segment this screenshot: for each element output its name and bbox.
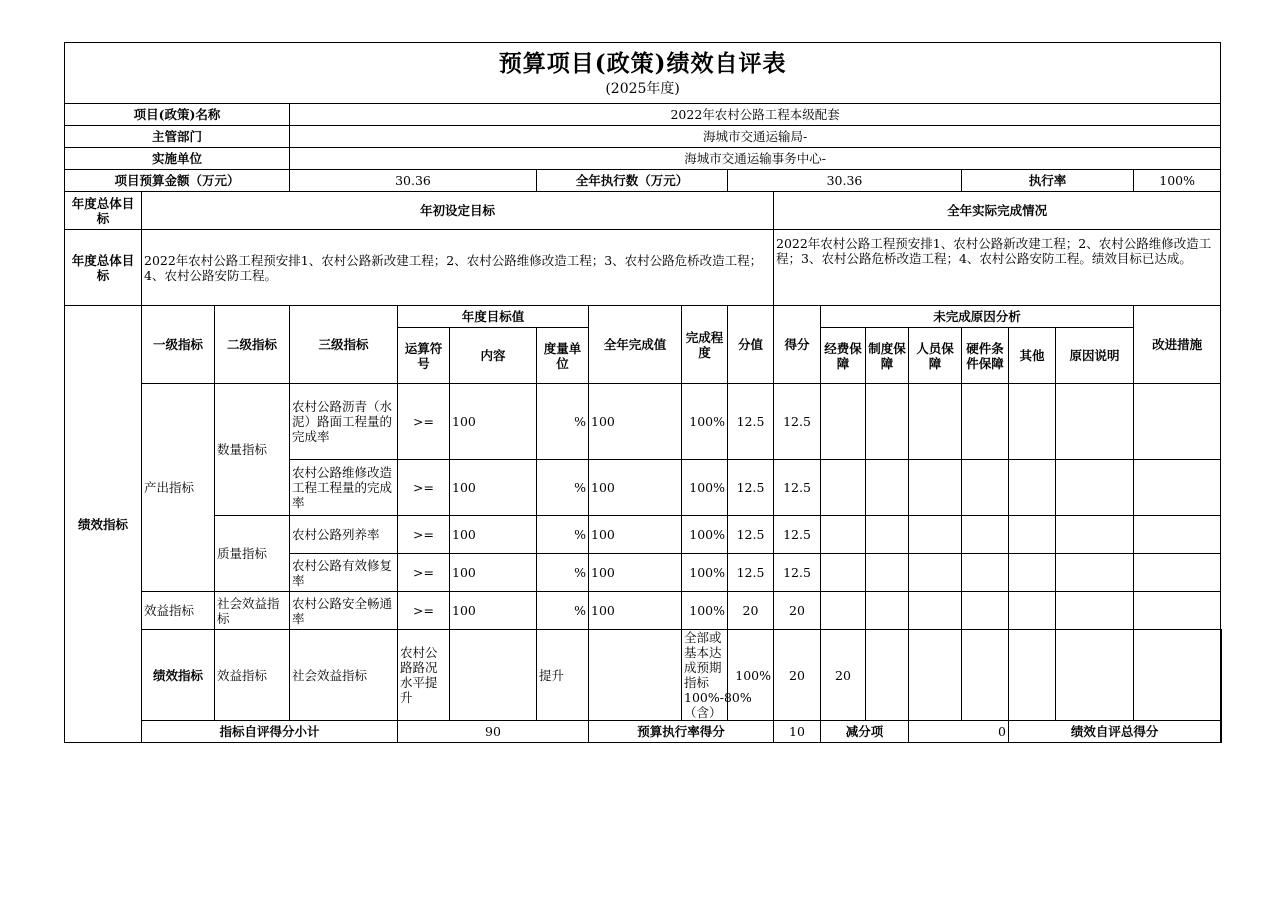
empty-cell bbox=[1134, 384, 1221, 460]
empty-cell bbox=[821, 460, 866, 516]
indicator-op: >= bbox=[398, 554, 450, 592]
header-funding: 经费保障 bbox=[821, 328, 866, 384]
empty-cell bbox=[1134, 592, 1221, 630]
indicator-degree: 100% bbox=[682, 592, 728, 630]
empty-cell bbox=[1056, 516, 1134, 554]
indicator-unit: % bbox=[537, 460, 589, 516]
exec-value: 30.36 bbox=[728, 170, 962, 192]
empty-cell bbox=[1134, 516, 1221, 554]
indicator-op: >= bbox=[398, 592, 450, 630]
empty-cell bbox=[1221, 630, 1222, 721]
indicator-actual: 100 bbox=[589, 460, 682, 516]
indicator-actual: 全部或基本达成预期指标100%-80%（含） bbox=[682, 630, 728, 721]
empty-cell bbox=[962, 554, 1009, 592]
actual-goals-header: 全年实际完成情况 bbox=[774, 192, 1221, 230]
indicator-name: 农村公路有效修复率 bbox=[290, 554, 398, 592]
indicator-content: 100 bbox=[450, 460, 537, 516]
budget-label: 项目预算金额（万元） bbox=[65, 170, 290, 192]
empty-cell bbox=[909, 384, 962, 460]
indicator-unit bbox=[589, 630, 682, 721]
empty-cell bbox=[866, 592, 909, 630]
indicator-unit: % bbox=[537, 592, 589, 630]
indicator-name: 农村公路列养率 bbox=[290, 516, 398, 554]
empty-cell bbox=[1009, 384, 1056, 460]
deduct-label: 减分项 bbox=[821, 721, 909, 743]
indicator-got: 12.5 bbox=[774, 516, 821, 554]
indicator-got: 20 bbox=[821, 630, 866, 721]
indicator-degree: 100% bbox=[682, 384, 728, 460]
title-cell bbox=[65, 43, 1221, 104]
empty-cell bbox=[1134, 460, 1221, 516]
year-label: (2025年度) bbox=[605, 81, 680, 97]
header-reason-group: 未完成原因分析 bbox=[821, 306, 1134, 328]
indicator-op bbox=[450, 630, 537, 721]
header-level2: 二级指标 bbox=[215, 306, 290, 384]
indicator-name: 农村公路安全畅通率 bbox=[290, 592, 398, 630]
indicator-actual: 100 bbox=[589, 516, 682, 554]
group-social-2: 社会效益指标 bbox=[290, 630, 398, 721]
header-degree: 完成程度 bbox=[682, 306, 728, 384]
group-output: 产出指标 bbox=[142, 384, 215, 592]
initial-goals-text: 2022年农村公路工程预安排1、农村公路新改建工程；2、农村公路维修改造工程；3、农村公路危桥改造工程；4、农村公路安防工程。 bbox=[142, 230, 774, 306]
empty-cell bbox=[821, 592, 866, 630]
empty-cell bbox=[1009, 630, 1056, 721]
project-name-label: 项目(政策)名称 bbox=[65, 104, 290, 126]
header-system: 制度保障 bbox=[866, 328, 909, 384]
subtotal-label: 指标自评得分小计 bbox=[142, 721, 398, 743]
indicator-unit: % bbox=[537, 516, 589, 554]
empty-cell bbox=[962, 516, 1009, 554]
empty-cell bbox=[1134, 554, 1221, 592]
empty-cell bbox=[1009, 516, 1056, 554]
empty-cell bbox=[909, 592, 962, 630]
indicator-content: 100 bbox=[450, 554, 537, 592]
header-hardware: 硬件条件保障 bbox=[962, 328, 1009, 384]
indicator-degree: 100% bbox=[728, 630, 774, 721]
goals-row-label: 年度总体目标 bbox=[65, 230, 142, 306]
indicator-content: 100 bbox=[450, 384, 537, 460]
empty-cell bbox=[1009, 592, 1056, 630]
exec-label: 全年执行数（万元） bbox=[537, 170, 728, 192]
empty-cell bbox=[909, 460, 962, 516]
indicator-op: >= bbox=[398, 384, 450, 460]
indicator-content: 100 bbox=[450, 516, 537, 554]
total-value bbox=[1221, 721, 1222, 743]
indicator-score: 12.5 bbox=[728, 516, 774, 554]
empty-cell bbox=[962, 630, 1009, 721]
unit-value: 海城市交通运输事务中心- bbox=[290, 148, 1221, 170]
indicator-degree: 100% bbox=[682, 554, 728, 592]
header-explain: 原因说明 bbox=[1056, 328, 1134, 384]
empty-cell bbox=[1056, 384, 1134, 460]
empty-cell bbox=[1009, 554, 1056, 592]
empty-cell bbox=[909, 554, 962, 592]
empty-cell bbox=[1056, 554, 1134, 592]
project-name-value: 2022年农村公路工程本级配套 bbox=[290, 104, 1221, 126]
indicator-got: 12.5 bbox=[774, 554, 821, 592]
unit-label: 实施单位 bbox=[65, 148, 290, 170]
indicator-degree: 100% bbox=[682, 460, 728, 516]
group-quantity: 数量指标 bbox=[215, 384, 290, 516]
indicator-got: 20 bbox=[774, 592, 821, 630]
indicator-unit: % bbox=[537, 384, 589, 460]
actual-goals-text: 2022年农村公路工程预安排1、农村公路新改建工程；2、农村公路维修改造工程；3、农村公路危桥改造工程；4、农村公路安防工程。绩效目标已达成。 bbox=[774, 230, 1221, 306]
total-label: 绩效自评总得分 bbox=[1009, 721, 1221, 743]
header-improve: 改进措施 bbox=[1134, 306, 1221, 384]
empty-cell bbox=[1056, 630, 1134, 721]
empty-cell bbox=[821, 516, 866, 554]
header-got: 得分 bbox=[774, 306, 821, 384]
indicator-name: 农村公路沥青（水泥）路面工程量的完成率 bbox=[290, 384, 398, 460]
header-actual: 全年完成值 bbox=[589, 306, 682, 384]
indicator-got: 12.5 bbox=[774, 384, 821, 460]
indicator-score: 20 bbox=[728, 592, 774, 630]
empty-cell bbox=[821, 384, 866, 460]
initial-goals-header: 年初设定目标 bbox=[142, 192, 774, 230]
budget-value: 30.36 bbox=[290, 170, 537, 192]
rate-value: 100% bbox=[1134, 170, 1221, 192]
empty-cell bbox=[1056, 592, 1134, 630]
indicator-content: 100 bbox=[450, 592, 537, 630]
header-staff: 人员保障 bbox=[909, 328, 962, 384]
indicator-content: 提升 bbox=[537, 630, 589, 721]
group-benefit-2: 效益指标 bbox=[215, 630, 290, 721]
empty-cell bbox=[962, 460, 1009, 516]
dept-label: 主管部门 bbox=[65, 126, 290, 148]
header-target-group: 年度目标值 bbox=[398, 306, 589, 328]
rate-label: 执行率 bbox=[962, 170, 1134, 192]
group-social: 社会效益指标 bbox=[215, 592, 290, 630]
empty-cell bbox=[1009, 460, 1056, 516]
budget-score-label: 预算执行率得分 bbox=[589, 721, 774, 743]
header-level1: 一级指标 bbox=[142, 306, 215, 384]
perf-indicator-label-2: 绩效指标 bbox=[142, 630, 215, 721]
empty-cell bbox=[962, 384, 1009, 460]
empty-cell bbox=[821, 554, 866, 592]
group-quality: 质量指标 bbox=[215, 516, 290, 592]
empty-cell bbox=[866, 630, 909, 721]
empty-cell bbox=[866, 384, 909, 460]
subtotal-value: 90 bbox=[398, 721, 589, 743]
header-unit: 度量单位 bbox=[537, 328, 589, 384]
header-op: 运算符号 bbox=[398, 328, 450, 384]
header-other: 其他 bbox=[1009, 328, 1056, 384]
indicator-unit: % bbox=[537, 554, 589, 592]
indicator-actual: 100 bbox=[589, 592, 682, 630]
indicator-degree: 100% bbox=[682, 516, 728, 554]
indicator-name: 农村公路维修改造工程工程量的完成率 bbox=[290, 460, 398, 516]
empty-cell bbox=[909, 630, 962, 721]
indicator-score: 12.5 bbox=[728, 460, 774, 516]
header-level3: 三级指标 bbox=[290, 306, 398, 384]
indicator-score: 12.5 bbox=[728, 554, 774, 592]
empty-cell bbox=[866, 460, 909, 516]
indicator-score: 20 bbox=[774, 630, 821, 721]
indicator-name: 农村公路路况水平提升 bbox=[398, 630, 450, 721]
empty-cell bbox=[1134, 630, 1221, 721]
header-content: 内容 bbox=[450, 328, 537, 384]
indicator-op: >= bbox=[398, 460, 450, 516]
indicator-op: >= bbox=[398, 516, 450, 554]
header-score: 分值 bbox=[728, 306, 774, 384]
perf-indicator-label-1: 绩效指标 bbox=[65, 306, 142, 743]
group-benefit: 效益指标 bbox=[142, 592, 215, 630]
indicator-got: 12.5 bbox=[774, 460, 821, 516]
dept-value: 海城市交通运输局- bbox=[290, 126, 1221, 148]
indicator-actual: 100 bbox=[589, 384, 682, 460]
page-title: 预算项目(政策)绩效自评表 bbox=[498, 50, 787, 77]
empty-cell bbox=[866, 516, 909, 554]
performance-evaluation-table bbox=[64, 42, 1222, 743]
indicator-score: 12.5 bbox=[728, 384, 774, 460]
empty-cell bbox=[1056, 460, 1134, 516]
indicator-actual: 100 bbox=[589, 554, 682, 592]
goals-header-label: 年度总体目标 bbox=[65, 192, 142, 230]
empty-cell bbox=[962, 592, 1009, 630]
empty-cell bbox=[866, 554, 909, 592]
deduct-value: 0 bbox=[909, 721, 1009, 743]
budget-score-value: 10 bbox=[774, 721, 821, 743]
empty-cell bbox=[909, 516, 962, 554]
